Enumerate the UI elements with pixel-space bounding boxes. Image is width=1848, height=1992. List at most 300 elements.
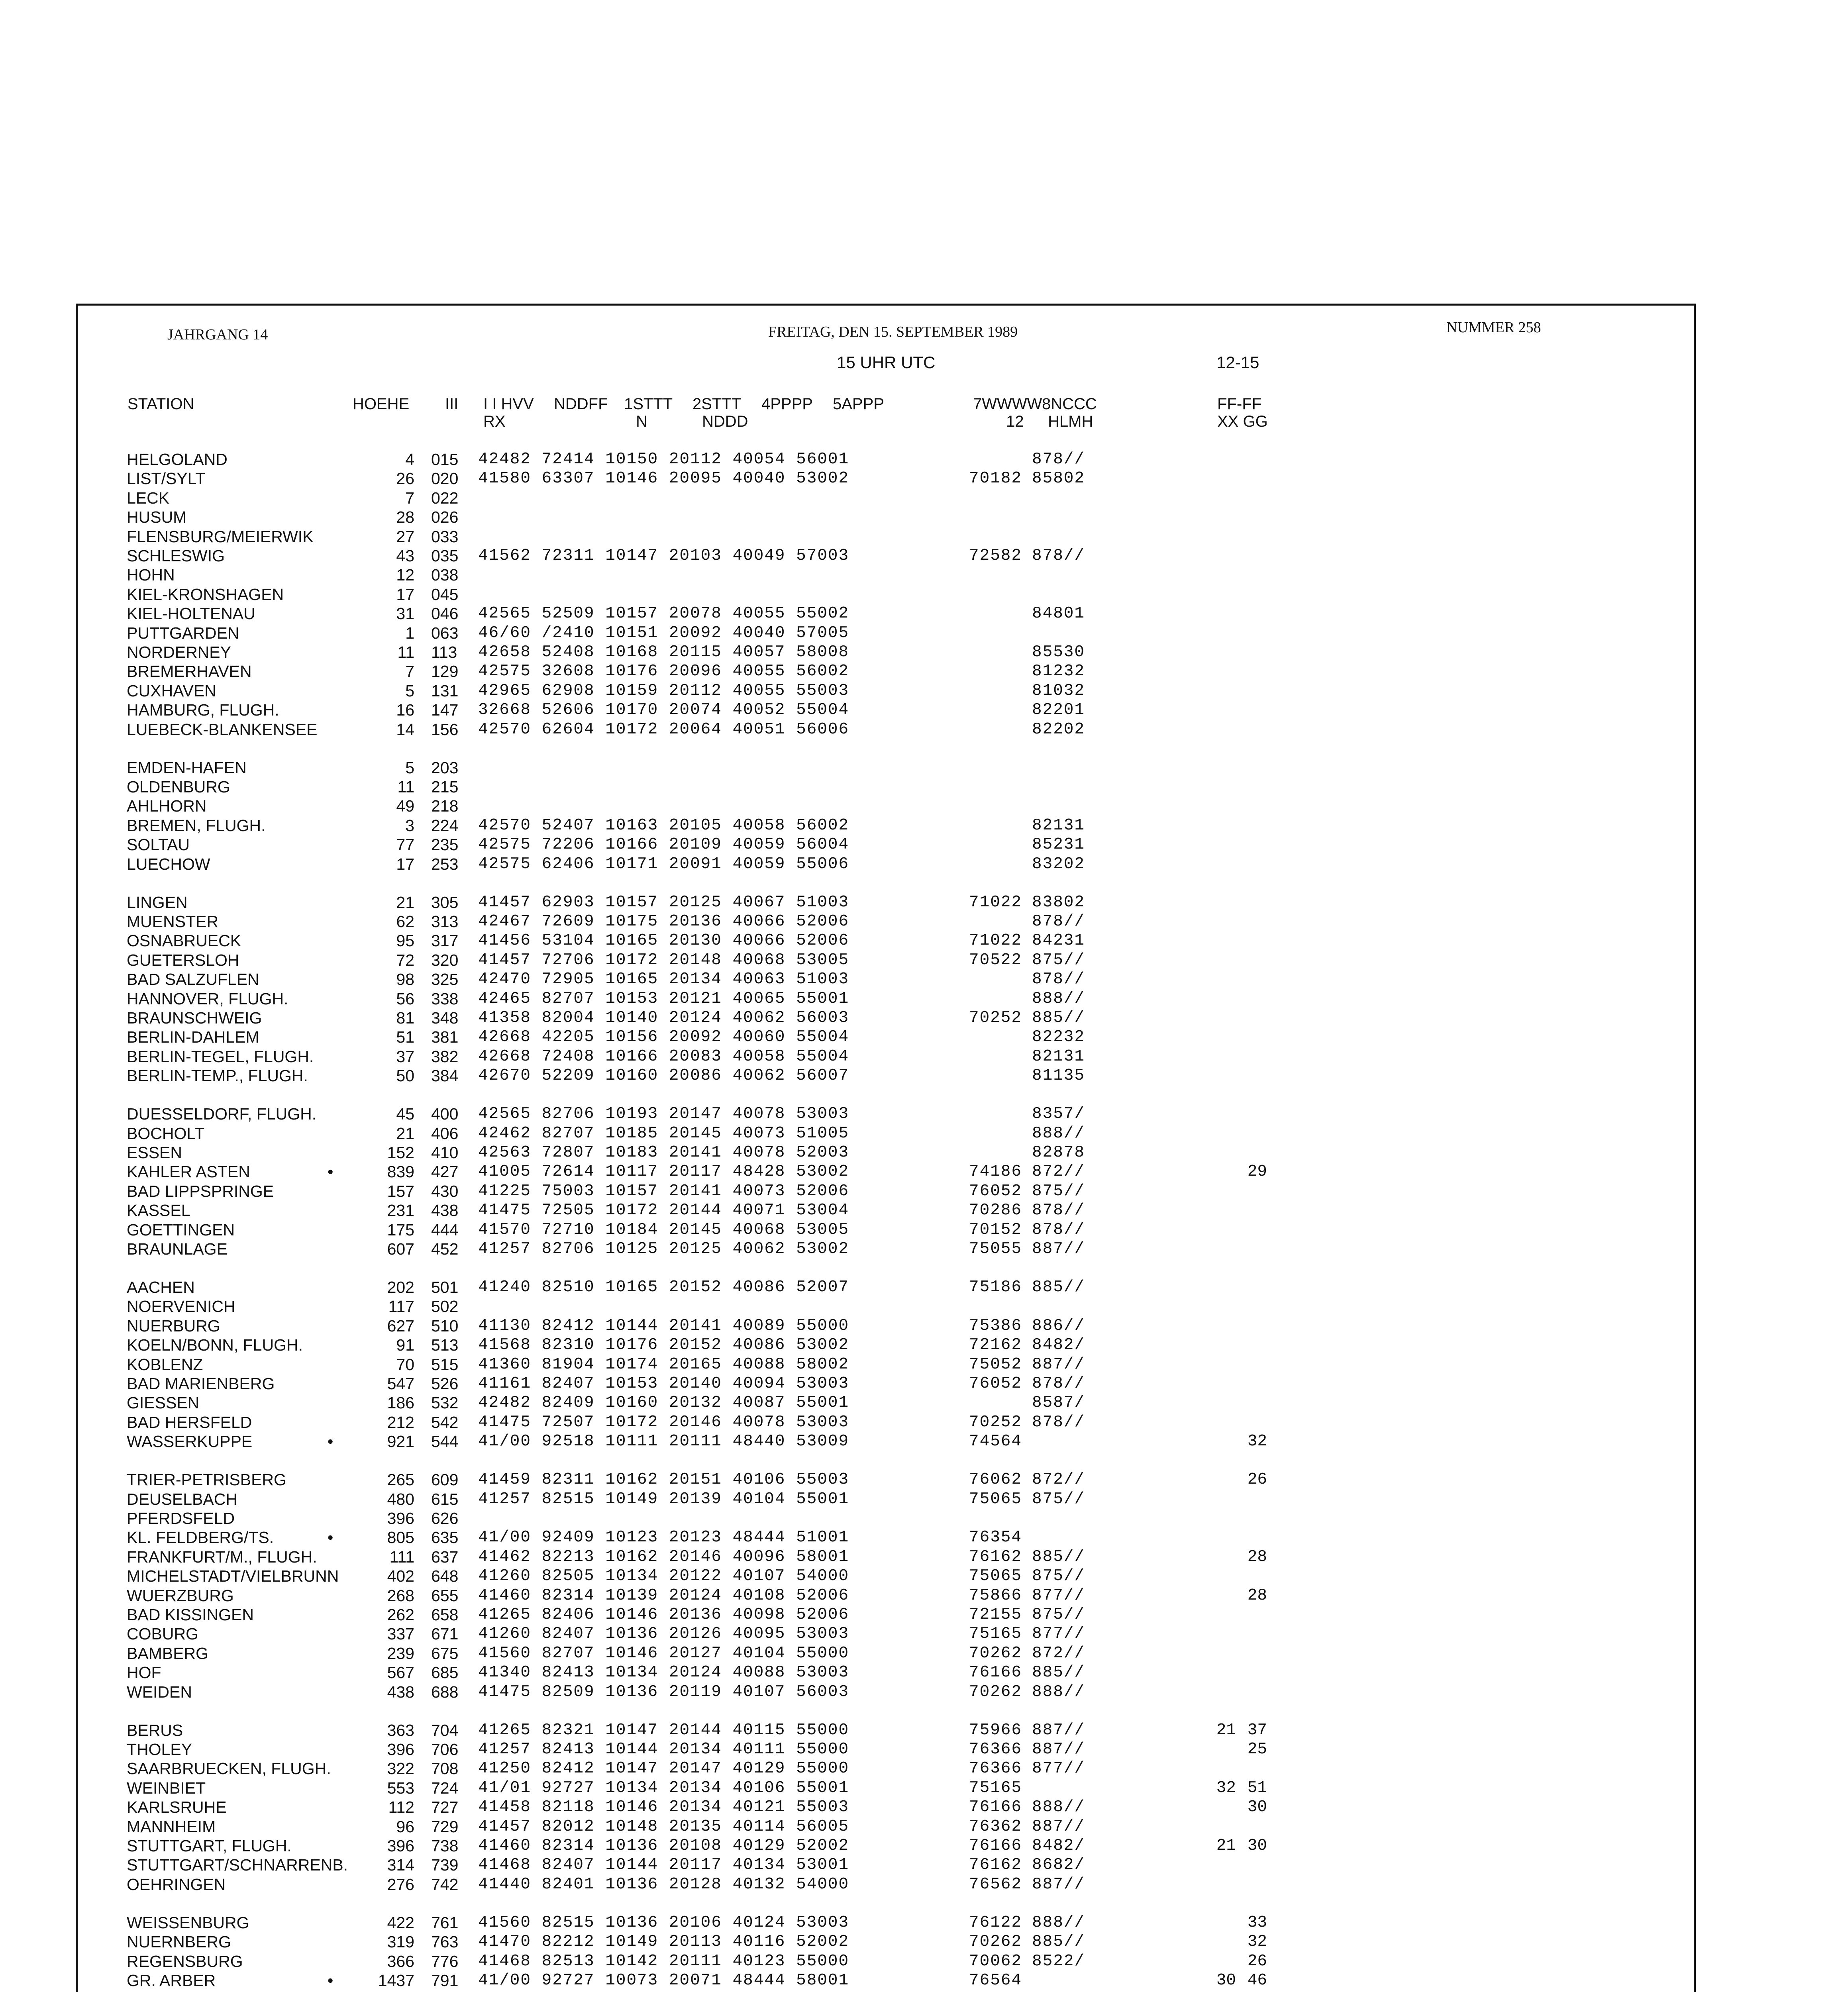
station-name: NUERNBERG [127,1933,231,1951]
gust-ff-b: 32 [1247,1933,1267,1951]
group-8nccc: 887// [1032,1721,1085,1739]
station-name: KAHLER ASTEN [127,1163,250,1181]
station-index: 438 [431,1201,459,1220]
station-height: 337 [387,1625,414,1643]
group-7wwww: 75055 [969,1240,1022,1258]
station-height: 268 [387,1586,414,1605]
group-7wwww: 76162 [969,1856,1022,1874]
station-height: 17 [396,855,414,873]
group-8nccc: 82878 [1032,1143,1085,1162]
group-7wwww: 70182 [969,469,1022,488]
group-8nccc: 877// [1032,1759,1085,1778]
station-index: 658 [431,1606,459,1624]
group-7wwww: 76052 [969,1374,1022,1393]
station-height: 3 [405,816,414,835]
station-name: AACHEN [127,1278,195,1296]
group-8nccc: 877// [1032,1625,1085,1643]
group-8nccc: 875// [1032,1567,1085,1585]
synop-code: 41257 82413 10144 20134 40111 55000 [478,1740,849,1759]
station-name: OLDENBURG [127,778,230,796]
col-4pppp: 4PPPP [761,395,813,413]
group-7wwww: 71022 [969,931,1022,950]
synop-code: 41/00 92409 10123 20123 48444 51001 [478,1528,849,1547]
col-7wwww: 7WWWW [973,395,1042,413]
group-8nccc: 878// [1032,912,1085,931]
station-height: 72 [396,951,414,969]
station-index: 724 [431,1779,459,1797]
station-height: 37 [396,1047,414,1066]
station-name: KIEL-HOLTENAU [127,604,255,623]
station-height: 43 [396,547,414,565]
group-7wwww: 70062 [969,1952,1022,1970]
group-8nccc: 887// [1032,1240,1085,1258]
group-7wwww: 76122 [969,1914,1022,1932]
station-height: 7 [405,489,414,507]
synop-code: 41/01 92727 10134 20134 40106 55001 [478,1779,849,1797]
group-8nccc: 82202 [1032,720,1085,739]
station-height: 49 [396,797,414,815]
synop-code: 41340 82413 10134 20124 40088 53003 [478,1663,849,1682]
synop-code: 32668 52606 10170 20074 40052 55004 [478,701,849,719]
group-8nccc: 878// [1032,1413,1085,1431]
synop-code: 41580 63307 10146 20095 40040 53002 [478,469,849,488]
station-name: LUECHOW [127,855,210,873]
station-name: BAD HERSFELD [127,1413,252,1431]
station-index: 544 [431,1432,459,1451]
station-name: BAD KISSINGEN [127,1606,254,1624]
station-name: LECK [127,489,170,507]
gust-ff-b: 33 [1247,1914,1267,1932]
station-index: 156 [431,720,459,739]
station-index: 515 [431,1355,459,1374]
synop-code: 41457 62903 10157 20125 40067 51003 [478,893,849,912]
group-8nccc: 888// [1032,1124,1085,1143]
station-index: 113 [431,643,457,661]
station-height: 1437 [378,1971,414,1990]
group-8nccc: 885// [1032,1933,1085,1951]
synop-code: 41456 53104 10165 20130 40066 52006 [478,931,849,950]
station-index: 147 [431,701,459,719]
synop-code: 41458 82118 10146 20134 40121 55003 [478,1798,849,1816]
col-ff-xxgg: XX GG [1217,413,1268,430]
station-height: 70 [396,1355,414,1374]
synop-code: 41468 82407 10144 20117 40134 53001 [478,1856,849,1874]
station-height: 422 [387,1914,414,1932]
station-name: BERLIN-TEGEL, FLUGH. [127,1047,314,1066]
station-index: 655 [431,1586,459,1605]
station-name: MANNHEIM [127,1818,216,1836]
station-index: 406 [431,1124,459,1143]
group-8nccc: 82232 [1032,1028,1085,1046]
synop-code: 42575 62406 10171 20091 40059 55006 [478,855,849,873]
station-height: 186 [387,1394,414,1412]
nummer: NUMMER 258 [1446,319,1541,336]
group-7wwww: 75165 [969,1625,1022,1643]
date-line: FREITAG, DEN 15. SEPTEMBER 1989 [768,324,1018,340]
group-7wwww: 74564 [969,1432,1022,1451]
synop-code: 41560 82707 10146 20127 40104 55000 [478,1644,849,1663]
gust-ff-b: 25 [1247,1740,1267,1759]
station-height: 62 [396,912,414,931]
synop-code: 41260 82505 10134 20122 40107 54000 [478,1567,849,1585]
gust-ff-b: 28 [1247,1586,1267,1605]
station-height: 95 [396,931,414,950]
group-8nccc: 81135 [1032,1067,1085,1085]
station-height: 152 [387,1143,414,1162]
synop-code: 42465 82707 10153 20121 40065 55001 [478,990,849,1008]
station-height: 31 [396,604,414,623]
time-label: 15 UHR UTC [837,353,936,372]
station-height: 396 [387,1740,414,1759]
station-name: KL. FELDBERG/TS. [127,1528,274,1547]
synop-code: 42482 72414 10150 20112 40054 56001 [478,450,849,469]
station-index: 015 [431,450,459,469]
station-index: 317 [431,931,459,950]
station-height: 921 [387,1432,414,1451]
group-7wwww: 76354 [969,1528,1022,1547]
station-name: REGENSBURG [127,1952,243,1970]
station-index: 609 [431,1470,459,1489]
group-8nccc: 888// [1032,1914,1085,1932]
synop-code: 41457 72706 10172 20148 40068 53005 [478,951,849,969]
station-height: 402 [387,1567,414,1585]
synop-code: 41161 82407 10153 20140 40094 53003 [478,1374,849,1393]
synop-code: 41225 75003 10157 20141 40073 52006 [478,1182,849,1200]
station-index: 532 [431,1394,459,1412]
synop-code: 41459 82311 10162 20151 40106 55003 [478,1470,849,1489]
station-name: SOLTAU [127,835,190,854]
synop-code: 42658 52408 10168 20115 40057 58008 [478,643,849,661]
synop-code: 41462 82213 10162 20146 40096 58001 [478,1548,849,1566]
synop-code: 41/00 92727 10073 20071 48444 58001 [478,1971,849,1990]
station-index: 218 [431,797,459,815]
station-height: 314 [387,1856,414,1874]
group-8nccc: 85802 [1032,469,1085,488]
group-8nccc: 885// [1032,1009,1085,1027]
range-label: 12-15 [1216,353,1259,372]
station-index: 313 [431,912,459,931]
station-index: 742 [431,1875,459,1894]
station-index: 325 [431,970,459,988]
station-name: WEISSENBURG [127,1914,249,1932]
gust-ff-b: 28 [1247,1548,1267,1566]
station-name: BAD MARIENBERG [127,1374,275,1393]
station-index: 129 [431,662,459,680]
group-8nccc: 83202 [1032,855,1085,873]
bergstation-marker: • [328,1163,334,1181]
station-name: STUTTGART, FLUGH. [127,1837,292,1855]
station-name: THOLEY [127,1740,192,1759]
station-height: 56 [396,990,414,1008]
station-height: 547 [387,1374,414,1393]
synop-code: 41257 82515 10149 20139 40104 55001 [478,1490,849,1508]
station-height: 14 [396,720,414,739]
station-index: 706 [431,1740,459,1759]
bulletin-frame [76,304,1696,1992]
group-8nccc: 83802 [1032,893,1085,912]
station-height: 438 [387,1683,414,1701]
synop-code: 41240 82510 10165 20152 40086 52007 [478,1278,849,1296]
group-7wwww: 72162 [969,1336,1022,1354]
group-7wwww: 76362 [969,1818,1022,1836]
synop-code: 41440 82401 10136 20128 40132 54000 [478,1875,849,1894]
station-height: 45 [396,1105,414,1123]
station-index: 626 [431,1509,459,1527]
station-height: 5 [405,759,414,777]
col-8nccc-hlmh: HLMH [1048,413,1093,430]
station-name: HANNOVER, FLUGH. [127,990,288,1008]
synop-code: 41265 82321 10147 20144 40115 55000 [478,1721,849,1739]
synop-code: 41250 82412 10147 20147 40129 55000 [478,1759,849,1778]
synop-code: 41562 72311 10147 20103 40049 57003 [478,547,849,565]
group-8nccc: 82131 [1032,1047,1085,1066]
station-index: 026 [431,508,459,526]
group-8nccc: 872// [1032,1163,1085,1181]
station-name: LUEBECK-BLANKENSEE [127,720,318,739]
group-8nccc: 81032 [1032,682,1085,700]
station-index: 727 [431,1798,459,1816]
group-7wwww: 76166 [969,1837,1022,1855]
station-index: 738 [431,1837,459,1855]
gust-ff-b: 46 [1247,1971,1267,1990]
station-name: BAD LIPPSPRINGE [127,1182,274,1200]
group-7wwww: 70252 [969,1413,1022,1431]
group-7wwww: 76166 [969,1798,1022,1816]
jahrgang: JAHRGANG 14 [167,326,268,343]
station-index: 615 [431,1490,459,1508]
station-index: 348 [431,1009,459,1027]
station-name: NOERVENICH [127,1297,235,1316]
group-8nccc: 875// [1032,951,1085,969]
station-height: 112 [388,1798,414,1816]
station-index: 253 [431,855,459,873]
station-name: PFERDSFELD [127,1509,235,1527]
col-hoehe: HOEHE [353,395,410,413]
group-7wwww: 70262 [969,1933,1022,1951]
col-2sttt: 2STTT [693,395,742,413]
group-7wwww: 76366 [969,1759,1022,1778]
gust-ff-a: 32 [1216,1779,1236,1797]
synop-code: 41260 82407 10136 20126 40095 53003 [478,1625,849,1643]
gust-ff-a: 30 [1216,1971,1236,1990]
col-8nccc: 8NCCC [1042,395,1097,413]
group-8nccc: 875// [1032,1182,1085,1200]
station-name: BREMERHAVEN [127,662,252,680]
group-8nccc: 885// [1032,1548,1085,1566]
group-8nccc: 82131 [1032,816,1085,835]
station-name: GOETTINGEN [127,1221,235,1239]
station-height: 396 [387,1837,414,1855]
group-8nccc: 886// [1032,1317,1085,1335]
station-name: HOHN [127,566,175,584]
station-height: 26 [396,469,414,488]
synop-code: 41475 72507 10172 20146 40078 53003 [478,1413,849,1431]
station-height: 231 [387,1201,414,1220]
group-8nccc: 888// [1032,1683,1085,1701]
station-index: 761 [431,1914,459,1932]
station-height: 212 [387,1413,414,1431]
synop-code: 42570 52407 10163 20105 40058 56002 [478,816,849,835]
station-name: HUSUM [127,508,187,526]
station-index: 708 [431,1759,459,1778]
bergstation-marker: • [328,1971,334,1990]
group-7wwww: 75065 [969,1490,1022,1508]
group-7wwww: 75052 [969,1355,1022,1374]
synop-code: 46/60 /2410 10151 20092 40040 57005 [478,624,849,642]
station-height: 51 [396,1028,414,1046]
group-8nccc: 8682/ [1032,1856,1085,1874]
station-name: COBURG [127,1625,198,1643]
station-name: OEHRINGEN [127,1875,226,1894]
station-name: DEUSELBACH [127,1490,237,1508]
station-name: HOF [127,1663,161,1682]
synop-code: 42565 82706 10193 20147 40078 53003 [478,1105,849,1123]
station-name: BAMBERG [127,1644,209,1663]
station-index: 020 [431,469,459,488]
station-height: 50 [396,1067,414,1085]
station-name: KIEL-KRONSHAGEN [127,585,284,604]
station-name: GUETERSLOH [127,951,239,969]
station-name: BRAUNSCHWEIG [127,1009,262,1027]
station-index: 739 [431,1856,459,1874]
station-height: 366 [387,1952,414,1970]
synop-code: 41460 82314 10136 20108 40129 52002 [478,1837,849,1855]
synop-code: 41475 82509 10136 20119 40107 56003 [478,1683,849,1701]
station-index: 045 [431,585,459,604]
station-name: BERLIN-TEMP., FLUGH. [127,1067,308,1085]
synop-code: 42570 62604 10172 20064 40051 56006 [478,720,849,739]
station-index: 791 [431,1971,459,1990]
group-8nccc: 85530 [1032,643,1085,661]
station-height: 1 [405,624,414,642]
station-index: 635 [431,1528,459,1547]
station-name: WEIDEN [127,1683,192,1701]
station-height: 16 [396,701,414,719]
gust-ff-b: 26 [1247,1952,1267,1970]
gust-ff-b: 30 [1247,1837,1267,1855]
group-8nccc: 887// [1032,1355,1085,1374]
group-8nccc: 8522/ [1032,1952,1085,1970]
col-5appp: 5APPP [833,395,884,413]
col-rx: RX [483,413,506,430]
group-8nccc: 875// [1032,1490,1085,1508]
station-name: TRIER-PETRISBERG [127,1470,286,1489]
station-index: 502 [431,1297,459,1316]
station-height: 396 [387,1509,414,1527]
synop-code: 42565 52509 10157 20078 40055 55002 [478,604,849,623]
group-7wwww: 71022 [969,893,1022,912]
col-1sttt: 1STTT [624,395,673,413]
gust-ff-b: 37 [1247,1721,1267,1739]
group-7wwww: 70522 [969,951,1022,969]
group-7wwww: 75065 [969,1567,1022,1585]
group-8nccc: 878// [1032,547,1085,565]
group-7wwww: 75165 [969,1779,1022,1797]
station-height: 322 [387,1759,414,1778]
station-index: 688 [431,1683,459,1701]
station-name: FRANKFURT/M., FLUGH. [127,1548,317,1566]
station-height: 202 [387,1278,414,1296]
group-8nccc: 84231 [1032,931,1085,950]
group-8nccc: 8357/ [1032,1105,1085,1123]
station-name: ESSEN [127,1143,182,1162]
station-name: FLENSBURG/MEIERWIK [127,527,314,546]
col-ff: FF-FF [1217,395,1262,413]
station-index: 427 [431,1163,459,1181]
group-7wwww: 70286 [969,1201,1022,1220]
station-name: MICHELSTADT/VIELBRUNN [127,1567,339,1585]
synop-code: 42470 72905 10165 20134 40063 51003 [478,970,849,988]
station-height: 98 [396,970,414,988]
group-7wwww: 70152 [969,1221,1022,1239]
synop-code: 42575 72206 10166 20109 40059 56004 [478,835,849,854]
group-8nccc: 888// [1032,990,1085,1008]
station-name: SAARBRUECKEN, FLUGH. [127,1759,331,1778]
station-name: KOELN/BONN, FLUGH. [127,1336,303,1354]
station-name: HAMBURG, FLUGH. [127,701,279,719]
station-index: 063 [431,624,459,642]
station-height: 5 [405,682,414,700]
group-7wwww: 70252 [969,1009,1022,1027]
station-name: NORDERNEY [127,643,231,661]
station-height: 553 [387,1779,414,1797]
group-8nccc: 8482/ [1032,1837,1085,1855]
station-name: BRAUNLAGE [127,1240,228,1258]
group-8nccc: 888// [1032,1798,1085,1816]
group-7wwww: 76562 [969,1875,1022,1894]
station-name: PUTTGARDEN [127,624,239,642]
station-index: 046 [431,604,459,623]
group-8nccc: 887// [1032,1875,1085,1894]
station-index: 542 [431,1413,459,1431]
station-index: 038 [431,566,459,584]
synop-code: 42965 62908 10159 20112 40055 55003 [478,682,849,700]
station-index: 452 [431,1240,459,1258]
station-height: 265 [387,1470,414,1489]
synop-code: 41358 82004 10140 20124 40062 56003 [478,1009,849,1027]
station-index: 203 [431,759,459,777]
station-name: GIESSEN [127,1394,200,1412]
station-index: 320 [431,951,459,969]
station-index: 384 [431,1067,459,1085]
col-7wwww-12: 12 [1006,413,1024,430]
station-index: 381 [431,1028,459,1046]
station-index: 382 [431,1047,459,1066]
group-8nccc: 878// [1032,1201,1085,1220]
station-height: 607 [387,1240,414,1258]
station-height: 21 [396,893,414,912]
bergstation-marker: • [328,1432,334,1451]
synop-code: 41457 82012 10148 20135 40114 56005 [478,1818,849,1836]
group-7wwww: 76166 [969,1663,1022,1682]
station-height: 480 [387,1490,414,1508]
col-iii: III [445,395,459,413]
station-height: 11 [397,643,414,661]
station-height: 4 [405,450,414,469]
group-7wwww: 76564 [969,1971,1022,1990]
station-index: 776 [431,1952,459,1970]
group-8nccc: 85231 [1032,835,1085,854]
group-8nccc: 84801 [1032,604,1085,623]
station-height: 117 [388,1297,414,1316]
group-8nccc: 885// [1032,1663,1085,1682]
station-height: 805 [387,1528,414,1547]
station-name: BERLIN-DAHLEM [127,1028,259,1046]
synop-code: 41560 82515 10136 20106 40124 53003 [478,1914,849,1932]
synop-code: 42668 72408 10166 20083 40058 55004 [478,1047,849,1066]
synop-code: 41257 82706 10125 20125 40062 53002 [478,1240,849,1258]
col-ihvv: I I HVV [483,395,534,413]
